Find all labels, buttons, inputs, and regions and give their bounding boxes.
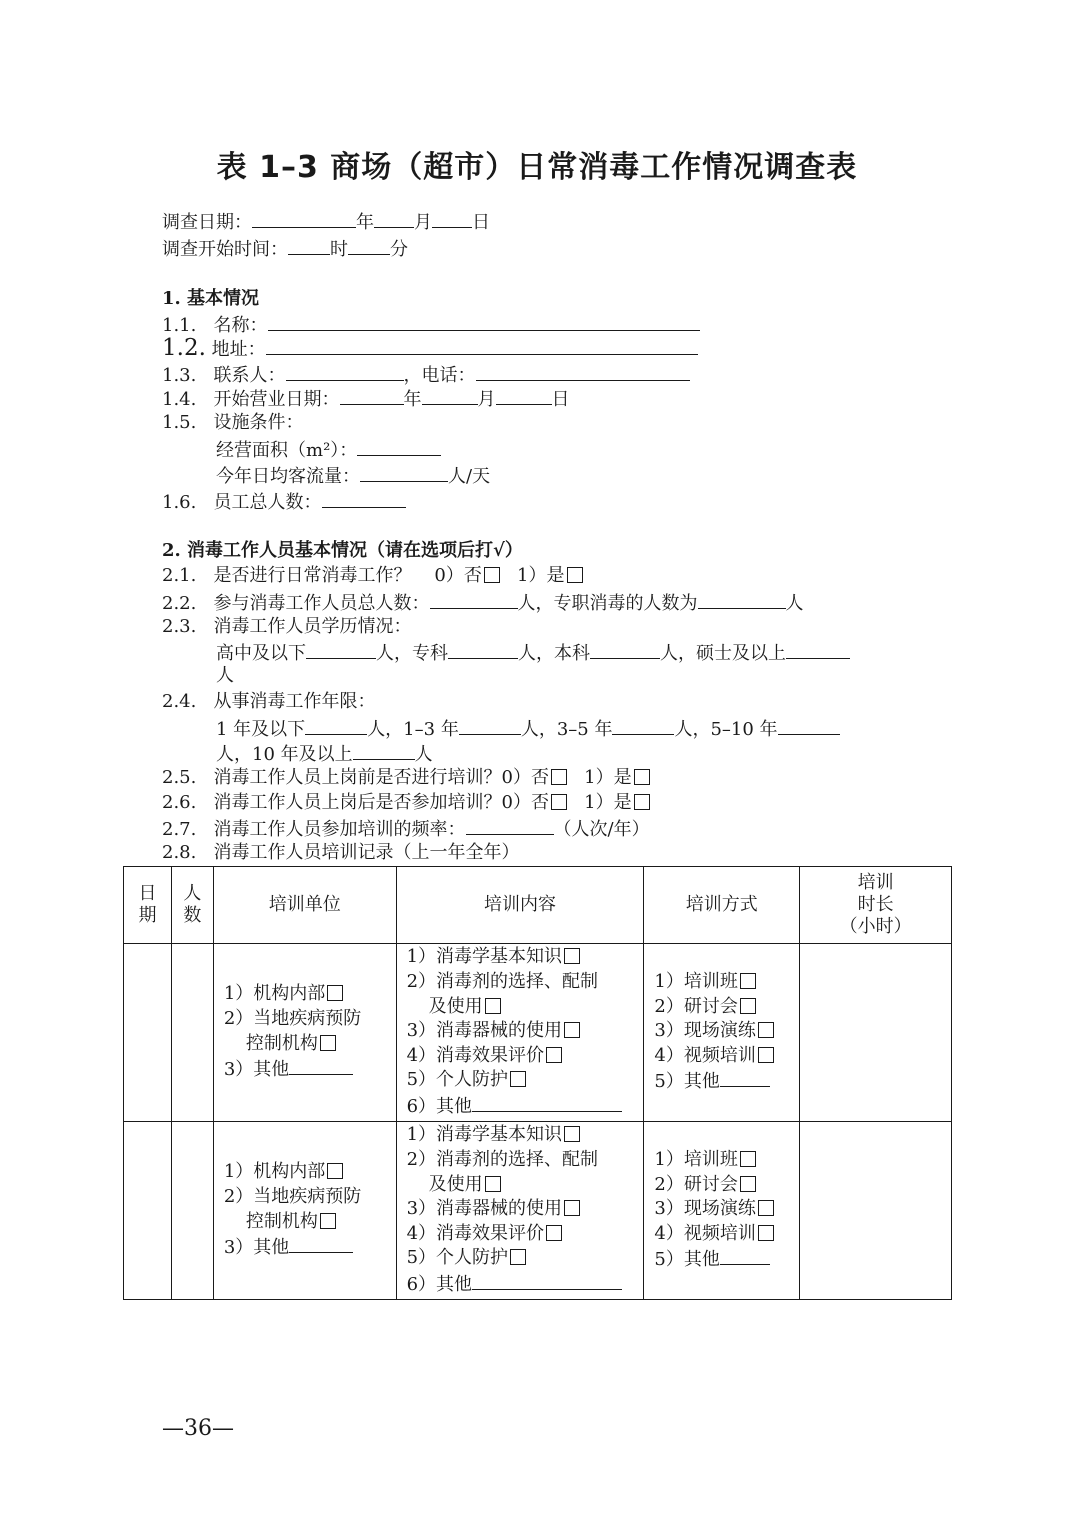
- survey-month-field[interactable]: [374, 209, 414, 228]
- content-cell: 1）消毒学基本知识 2）消毒剂的选择、配制 及使用 3）消毒器械的使用 4）消毒效果评价 5）个人防护 6）其他: [396, 1122, 644, 1300]
- header-date: 日 期: [124, 867, 172, 944]
- unit-cdc-checkbox[interactable]: [320, 1213, 336, 1229]
- q4-detail-line2: 人，10 年及以上 人: [216, 741, 433, 767]
- address-field[interactable]: [266, 336, 698, 355]
- duration-cell[interactable]: [800, 944, 952, 1122]
- staff-line: 1.6. 员工总人数：: [162, 489, 406, 515]
- survey-date-line: 调查日期： 年 月 日: [162, 209, 490, 235]
- unit-internal-checkbox[interactable]: [327, 985, 343, 1001]
- q7-line: 2.7. 消毒工作人员参加培训的频率： （人次/年）: [162, 816, 650, 842]
- content-cell: 1）消毒学基本知识 2）消毒剂的选择、配制 及使用 3）消毒器械的使用 4）消毒效果评价 5）个人防护 6）其他: [396, 944, 644, 1122]
- unit-internal-checkbox[interactable]: [327, 1163, 343, 1179]
- content-protection-checkbox[interactable]: [510, 1249, 526, 1265]
- q3-master-field[interactable]: [786, 640, 850, 659]
- facility-line: 1.5. 设施条件：: [162, 412, 304, 433]
- date-cell[interactable]: [124, 944, 172, 1122]
- q5-yes-checkbox[interactable]: [634, 769, 650, 785]
- content-basics-checkbox[interactable]: [564, 1126, 580, 1142]
- method-class-checkbox[interactable]: [740, 1151, 756, 1167]
- unit-cdc-checkbox[interactable]: [320, 1035, 336, 1051]
- q1-line: 2.1. 是否进行日常消毒工作？ 0）否 1）是: [162, 564, 583, 588]
- method-class-checkbox[interactable]: [740, 973, 756, 989]
- method-drill-checkbox[interactable]: [758, 1200, 774, 1216]
- q4-detail-line: 1 年及以下 人，1–3 年 人，3–5 年 人，5–10 年: [216, 716, 840, 742]
- q2-total-field[interactable]: [430, 590, 518, 609]
- people-cell[interactable]: [171, 944, 213, 1122]
- date-cell[interactable]: [124, 1122, 172, 1300]
- section2-heading: 2. 消毒工作人员基本情况（请在选项后打√）: [162, 540, 523, 561]
- staff-field[interactable]: [322, 489, 406, 508]
- survey-day-field[interactable]: [432, 209, 472, 228]
- q3-highschool-field[interactable]: [306, 640, 376, 659]
- open-day-field[interactable]: [496, 386, 552, 405]
- q3-bachelor-field[interactable]: [590, 640, 660, 659]
- people-cell[interactable]: [171, 1122, 213, 1300]
- survey-start-line: 调查开始时间： 时 分: [162, 236, 408, 262]
- content-disinfectant-checkbox[interactable]: [485, 998, 501, 1014]
- survey-hour-field[interactable]: [288, 236, 330, 255]
- q4-5to10-field[interactable]: [778, 716, 840, 735]
- header-people: 人 数: [171, 867, 213, 944]
- content-evaluation-checkbox[interactable]: [546, 1047, 562, 1063]
- table-header-row: [124, 867, 952, 944]
- header-duration: 培训 时长 （小时）: [800, 867, 952, 944]
- open-month-field[interactable]: [422, 386, 478, 405]
- q4-under1-field[interactable]: [305, 716, 367, 735]
- phone-field[interactable]: [476, 362, 690, 381]
- flow-line: 今年日均客流量： 人/天: [216, 463, 490, 489]
- q4-3to5-field[interactable]: [612, 716, 674, 735]
- q1-yes-checkbox[interactable]: [567, 567, 583, 583]
- unit-other-field[interactable]: [289, 1234, 353, 1253]
- q3-line: 2.3. 消毒工作人员学历情况：: [162, 616, 412, 637]
- header-method: 培训方式: [644, 867, 800, 944]
- page-number: —36—: [162, 1416, 234, 1441]
- name-line: 1.1. 名称：: [162, 312, 700, 338]
- survey-minute-field[interactable]: [348, 236, 390, 255]
- section1-heading: 1. 基本情况: [162, 288, 260, 309]
- unit-other-field[interactable]: [289, 1056, 353, 1075]
- q4-line: 2.4. 从事消毒工作年限：: [162, 691, 376, 712]
- q4-over10-field[interactable]: [353, 741, 415, 760]
- area-line: 经营面积（m²）：: [216, 437, 441, 463]
- survey-year-field[interactable]: [252, 209, 356, 228]
- contact-field[interactable]: [286, 362, 404, 381]
- content-disinfectant-checkbox[interactable]: [485, 1176, 501, 1192]
- contact-line: 1.3. 联系人： ，电话：: [162, 362, 690, 388]
- header-content: 培训内容: [396, 867, 644, 944]
- table-row: [124, 1122, 952, 1300]
- q8-line: 2.8. 消毒工作人员培训记录（上一年全年）: [162, 842, 520, 863]
- unit-cell: 1）机构内部 2）当地疾病预防 控制机构 3）其他: [213, 1122, 396, 1300]
- content-protection-checkbox[interactable]: [510, 1071, 526, 1087]
- open-date-line: 1.4. 开始营业日期： 年 月 日: [162, 386, 570, 412]
- header-unit: 培训单位: [213, 867, 396, 944]
- q6-no-checkbox[interactable]: [551, 794, 567, 810]
- page-title: 表 1–3 商场（超市）日常消毒工作情况调查表: [216, 150, 858, 185]
- method-cell: 1）培训班 2）研讨会 3）现场演练 4）视频培训 5）其他: [644, 1122, 800, 1300]
- method-seminar-checkbox[interactable]: [740, 998, 756, 1014]
- duration-cell[interactable]: [800, 1122, 952, 1300]
- content-other-field[interactable]: [472, 1093, 622, 1112]
- training-record-table: [123, 866, 952, 1300]
- content-equipment-checkbox[interactable]: [564, 1200, 580, 1216]
- name-field[interactable]: [268, 312, 700, 331]
- q6-yes-checkbox[interactable]: [634, 794, 650, 810]
- q4-1to3-field[interactable]: [459, 716, 521, 735]
- method-other-field[interactable]: [720, 1246, 770, 1265]
- open-year-field[interactable]: [340, 386, 404, 405]
- content-evaluation-checkbox[interactable]: [546, 1225, 562, 1241]
- unit-cell: 1）机构内部 2）当地疾病预防 控制机构 3）其他: [213, 944, 396, 1122]
- table-row: [124, 944, 952, 1122]
- q5-no-checkbox[interactable]: [551, 769, 567, 785]
- method-seminar-checkbox[interactable]: [740, 1176, 756, 1192]
- flow-field[interactable]: [360, 463, 448, 482]
- q5-line: 2.5. 消毒工作人员上岗前是否进行培训？0）否 1）是: [162, 766, 650, 790]
- method-video-checkbox[interactable]: [758, 1225, 774, 1241]
- method-other-field[interactable]: [720, 1068, 770, 1087]
- q3-detail-line: 高中及以下 人，专科 人，本科 人，硕士及以上: [216, 640, 850, 666]
- method-drill-checkbox[interactable]: [758, 1022, 774, 1038]
- q3-unit-line: 人: [216, 665, 234, 686]
- method-video-checkbox[interactable]: [758, 1047, 774, 1063]
- q1-no-checkbox[interactable]: [484, 567, 500, 583]
- content-other-field[interactable]: [472, 1271, 622, 1290]
- q6-line: 2.6. 消毒工作人员上岗后是否参加培训？0）否 1）是: [162, 791, 650, 815]
- address-line: 1.2. 地址：: [162, 336, 698, 362]
- q2-line: 2.2. 参与消毒工作人员总人数： 人，专职消毒的人数为 人: [162, 590, 804, 616]
- content-equipment-checkbox[interactable]: [564, 1022, 580, 1038]
- q7-frequency-field[interactable]: [466, 816, 554, 835]
- q2-fulltime-field[interactable]: [698, 590, 786, 609]
- area-field[interactable]: [357, 437, 441, 456]
- method-cell: 1）培训班 2）研讨会 3）现场演练 4）视频培训 5）其他: [644, 944, 800, 1122]
- content-basics-checkbox[interactable]: [564, 948, 580, 964]
- q3-college-field[interactable]: [448, 640, 518, 659]
